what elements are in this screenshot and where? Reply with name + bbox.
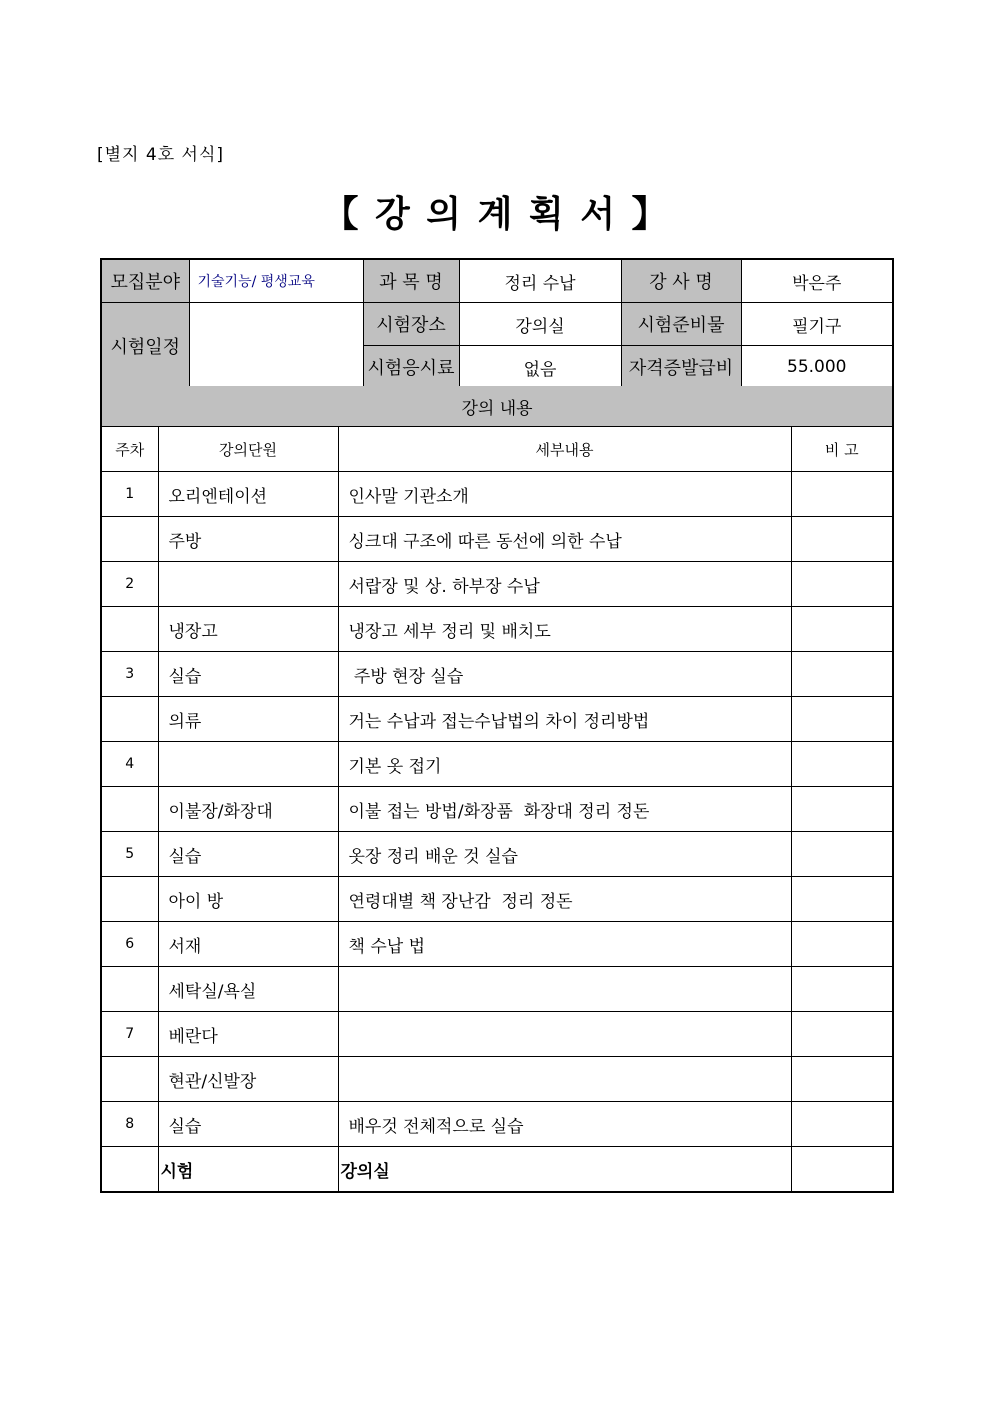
section-title: 강의 내용 bbox=[101, 386, 893, 427]
note-cell bbox=[791, 742, 893, 787]
table-row bbox=[101, 742, 893, 787]
detail-cell: 기본 옷 접기 bbox=[338, 742, 791, 787]
venue-value: 강의실 bbox=[459, 303, 621, 346]
detail-cell: 배우것 전체적으로 실습 bbox=[338, 1102, 791, 1147]
unit-cell: 실습 bbox=[158, 1102, 338, 1147]
week-cell: 6 bbox=[101, 922, 158, 967]
fee-label: 시험응시료 bbox=[363, 346, 459, 390]
fee-value: 없음 bbox=[459, 346, 621, 390]
unit-cell bbox=[158, 742, 338, 787]
venue-label: 시험장소 bbox=[363, 303, 459, 346]
unit-cell: 시험 bbox=[158, 1147, 338, 1193]
schedule-label: 시험일정 bbox=[101, 303, 189, 390]
detail-cell: 책 수납 법 bbox=[338, 922, 791, 967]
note-cell bbox=[791, 832, 893, 877]
week-cell bbox=[101, 1057, 158, 1102]
table-row bbox=[101, 1057, 893, 1102]
table-row bbox=[101, 832, 893, 877]
table-row bbox=[101, 877, 893, 922]
header-note: 비 고 bbox=[791, 427, 893, 472]
week-cell: 8 bbox=[101, 1102, 158, 1147]
week-cell bbox=[101, 607, 158, 652]
form-label: [별지 4호 서식] bbox=[97, 145, 224, 165]
unit-cell: 현관/신발장 bbox=[158, 1057, 338, 1102]
unit-cell: 세탁실/욕실 bbox=[158, 967, 338, 1012]
week-cell bbox=[101, 787, 158, 832]
detail-cell: 강의실 bbox=[338, 1147, 791, 1193]
detail-cell: 주방 현장 실습 bbox=[338, 652, 791, 697]
week-cell bbox=[101, 877, 158, 922]
detail-cell: 연령대별 책 장난감 정리 정돈 bbox=[338, 877, 791, 922]
note-cell bbox=[791, 787, 893, 832]
table-row bbox=[101, 697, 893, 742]
unit-cell: 의류 bbox=[158, 697, 338, 742]
note-cell bbox=[791, 1057, 893, 1102]
unit-cell: 주방 bbox=[158, 517, 338, 562]
instructor-label: 강 사 명 bbox=[621, 259, 741, 303]
unit-cell: 아이 방 bbox=[158, 877, 338, 922]
note-cell bbox=[791, 562, 893, 607]
table-row bbox=[101, 562, 893, 607]
week-cell: 2 bbox=[101, 562, 158, 607]
unit-cell: 베란다 bbox=[158, 1012, 338, 1057]
note-cell bbox=[791, 967, 893, 1012]
note-cell bbox=[791, 652, 893, 697]
instructor-value: 박은주 bbox=[741, 259, 893, 303]
week-cell: 5 bbox=[101, 832, 158, 877]
header-week: 주차 bbox=[101, 427, 158, 472]
unit-cell: 실습 bbox=[158, 832, 338, 877]
detail-cell bbox=[338, 1057, 791, 1102]
week-cell: 4 bbox=[101, 742, 158, 787]
table-row bbox=[101, 787, 893, 832]
page-title: 【 강 의 계 획 서 】 bbox=[322, 194, 670, 235]
week-cell: 7 bbox=[101, 1012, 158, 1057]
week-cell bbox=[101, 517, 158, 562]
detail-cell: 인사말 기관소개 bbox=[338, 472, 791, 517]
table-row bbox=[101, 517, 893, 562]
table-row bbox=[101, 652, 893, 697]
table-row bbox=[101, 607, 893, 652]
week-cell bbox=[101, 697, 158, 742]
note-cell bbox=[791, 697, 893, 742]
cert-fee-value: 55.000 bbox=[741, 346, 893, 390]
note-cell bbox=[791, 877, 893, 922]
unit-cell: 서재 bbox=[158, 922, 338, 967]
week-cell: 3 bbox=[101, 652, 158, 697]
detail-cell: 싱크대 구조에 따른 동선에 의한 수납 bbox=[338, 517, 791, 562]
supplies-value: 필기구 bbox=[741, 303, 893, 346]
schedule-value bbox=[189, 303, 363, 390]
detail-cell: 이불 접는 방법/화장품 화장대 정리 정돈 bbox=[338, 787, 791, 832]
note-cell bbox=[791, 517, 893, 562]
detail-cell: 옷장 정리 배운 것 실습 bbox=[338, 832, 791, 877]
info-table bbox=[100, 258, 894, 390]
supplies-label: 시험준비물 bbox=[621, 303, 741, 346]
unit-cell bbox=[158, 562, 338, 607]
note-cell bbox=[791, 1147, 893, 1193]
subject-value: 정리 수납 bbox=[459, 259, 621, 303]
unit-cell: 실습 bbox=[158, 652, 338, 697]
table-row bbox=[101, 922, 893, 967]
week-cell bbox=[101, 1147, 158, 1193]
table-row bbox=[101, 1012, 893, 1057]
week-cell: 1 bbox=[101, 472, 158, 517]
content-table bbox=[100, 386, 894, 1193]
unit-cell: 냉장고 bbox=[158, 607, 338, 652]
detail-cell: 냉장고 세부 정리 및 배치도 bbox=[338, 607, 791, 652]
note-cell bbox=[791, 1102, 893, 1147]
table-row bbox=[101, 1102, 893, 1147]
field-label: 모집분야 bbox=[101, 259, 189, 303]
detail-cell: 거는 수납과 접는수납법의 차이 정리방법 bbox=[338, 697, 791, 742]
note-cell bbox=[791, 922, 893, 967]
note-cell bbox=[791, 472, 893, 517]
header-detail: 세부내용 bbox=[338, 427, 791, 472]
detail-cell bbox=[338, 967, 791, 1012]
table-row bbox=[101, 472, 893, 517]
note-cell bbox=[791, 1012, 893, 1057]
table-row bbox=[101, 1147, 893, 1193]
week-cell bbox=[101, 967, 158, 1012]
detail-cell: 서랍장 및 상. 하부장 수납 bbox=[338, 562, 791, 607]
cert-fee-label: 자격증발급비 bbox=[621, 346, 741, 390]
unit-cell: 이불장/화장대 bbox=[158, 787, 338, 832]
header-unit: 강의단원 bbox=[158, 427, 338, 472]
unit-cell: 오리엔테이션 bbox=[158, 472, 338, 517]
subject-label: 과 목 명 bbox=[363, 259, 459, 303]
field-value: 기술기능/ 평생교육 bbox=[189, 259, 363, 303]
detail-cell bbox=[338, 1012, 791, 1057]
table-row bbox=[101, 967, 893, 1012]
note-cell bbox=[791, 607, 893, 652]
